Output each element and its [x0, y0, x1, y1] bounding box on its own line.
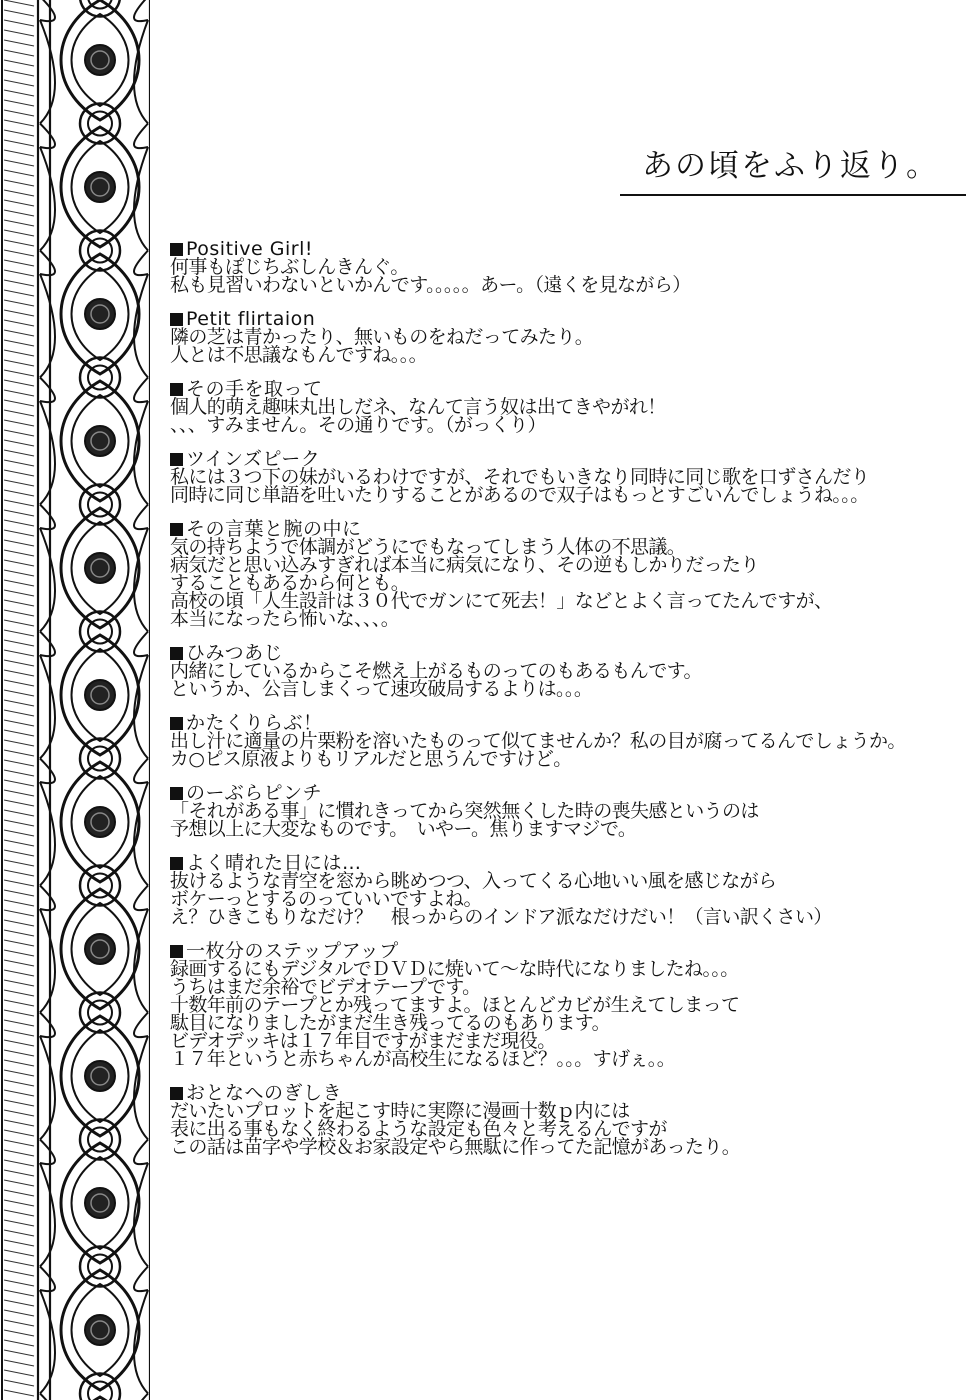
border-hatch: [4, 470, 34, 476]
border-hatch: [4, 1240, 34, 1246]
border-hatch: [4, 100, 34, 106]
border-hatch: [4, 350, 34, 356]
border-scroll: [134, 782, 148, 886]
border-hatch: [4, 490, 34, 496]
border-scroll: [134, 655, 148, 759]
border-hatch: [4, 710, 34, 716]
section-heading-text: のーぶらピンチ: [186, 782, 323, 804]
border-scroll: [40, 782, 55, 886]
border-scroll: [40, 505, 55, 530]
border-dot: [85, 299, 115, 329]
border-hatch: [4, 940, 34, 946]
border-scroll: [40, 401, 55, 505]
border-hatch: [4, 730, 34, 736]
border-hatch: [4, 460, 34, 466]
section-line: この話は苗字や学校＆お家設定やら無駄に作ってた記憶があったり。: [170, 1136, 741, 1158]
border-hatch: [4, 300, 34, 306]
section-line: 本当になったら怖いな、、、。: [170, 608, 400, 630]
border-hatch: [4, 70, 34, 76]
border-scroll: [134, 505, 148, 530]
border-hatch: [4, 890, 34, 896]
section-line: うちはまだ余裕でビデオテープです。: [170, 976, 481, 998]
title-underline: [620, 194, 966, 196]
border-hatch: [4, 10, 34, 16]
border-dot: [85, 426, 115, 456]
border-hatch: [4, 630, 34, 636]
section-line: 個人的萌え趣味丸出しだネ、なんて言う奴は出てきやがれ！: [170, 396, 666, 418]
commentary-section: [170, 380, 960, 434]
border-hatch: [4, 450, 34, 456]
border-hatch: [4, 550, 34, 556]
border-hatch: [4, 200, 34, 206]
section-line: 病気だと思い込みすぎれば本当に病気になり、その逆もしかりだったり: [170, 554, 759, 576]
border-hatch: [4, 920, 34, 926]
border-scroll: [40, 1163, 55, 1267]
border-scroll: [40, 274, 55, 378]
border-hatch: [4, 390, 34, 396]
section-line: 私も見習いわないといかんです。。。。。あー。（遠くを見ながら）: [170, 274, 691, 296]
border-hatch: [4, 1170, 34, 1176]
border-hatch: [4, 1330, 34, 1336]
border-hatch: [4, 930, 34, 936]
border-hatch: [4, 410, 34, 416]
border-hatch: [4, 430, 34, 436]
border-hatch: [4, 620, 34, 626]
section-heading-text: かたくりらぶ！: [186, 712, 323, 734]
border-hatch: [4, 20, 34, 26]
border-hatch: [4, 1300, 34, 1306]
border-scroll: [40, 1394, 55, 1400]
border-hatch: [4, 330, 34, 336]
border-hatch: [4, 900, 34, 906]
border-hatch: [4, 530, 34, 536]
border-hatch: [4, 1350, 34, 1356]
border-hatch: [4, 690, 34, 696]
border-scroll: [134, 1290, 148, 1394]
border-hatch: [4, 240, 34, 246]
border-hatch: [4, 120, 34, 126]
section-line: 駄目になりましたがまだ生き残ってるのもあります。: [170, 1012, 611, 1034]
section-line: 何事もぽじちぶしんきんぐ。: [170, 256, 409, 278]
border-hatch: [4, 160, 34, 166]
border-hatch: [4, 1070, 34, 1076]
section-line: 録画するにもデジタルでＤＶＤに焼いて～な時代になりましたね。。。: [170, 958, 739, 980]
border-scroll: [134, 20, 148, 124]
border-hatch: [4, 590, 34, 596]
border-hatch: [4, 840, 34, 846]
border-hatch: [4, 1000, 34, 1006]
section-line: 隣の芝は青かったり、無いものをねだってみたり。: [170, 326, 594, 348]
border-scroll: [134, 909, 148, 1013]
border-hatch: [4, 960, 34, 966]
border-scroll: [40, 759, 55, 784]
border-hatch: [4, 1090, 34, 1096]
commentary-section: [170, 784, 960, 838]
border-hatch: [4, 1110, 34, 1116]
section-line: 気の持ちようで体調がどうにでもなってしまう人体の不思議。: [170, 536, 686, 558]
border-hatch: [4, 1050, 34, 1056]
border-hatch: [4, 280, 34, 286]
border-hatch: [4, 520, 34, 526]
section-heading-text: その言葉と腕の中に: [186, 518, 362, 540]
border-hatch: [4, 270, 34, 276]
commentary-section: [170, 714, 960, 768]
commentary-section: [170, 644, 960, 698]
section-line: というか、公言しまくって速攻破局するよりは。。。: [170, 678, 593, 700]
border-hatch: [4, 370, 34, 376]
title-block: [620, 118, 966, 198]
border-hatch: [4, 760, 34, 766]
border-hatch: [4, 1210, 34, 1216]
border-scroll: [134, 1140, 148, 1165]
heading-bullet-icon: [170, 945, 183, 958]
border-hatch: [4, 1270, 34, 1276]
section-line: ボケーっとするのっていいですよね。: [170, 888, 482, 910]
border-hatch: [4, 360, 34, 366]
border-hatch: [4, 800, 34, 806]
border-dot: [85, 934, 115, 964]
section-line: ビデオデッキは１７年目ですがまだまだ現役。: [170, 1030, 556, 1052]
border-hatch: [4, 290, 34, 296]
border-hatch: [4, 1010, 34, 1016]
border-hatch: [4, 740, 34, 746]
border-hatch: [4, 310, 34, 316]
border-hatch: [4, 230, 34, 236]
border-hatch: [4, 880, 34, 886]
border-hatch: [4, 540, 34, 546]
border-hatch: [4, 600, 34, 606]
border-scroll: [134, 528, 148, 632]
commentary-section: [170, 942, 960, 1068]
border-hatch: [4, 140, 34, 146]
border-hatch: [4, 440, 34, 446]
border-hatch: [4, 1200, 34, 1206]
border-hatch: [4, 990, 34, 996]
commentary-section: [170, 240, 960, 294]
section-line: 私には３つ下の妹がいるわけですが、それでもいきなり同時に同じ歌を口ずさんだり: [170, 466, 870, 488]
border-scroll: [40, 20, 55, 124]
border-dot: [85, 45, 115, 75]
border-scroll: [40, 1267, 55, 1292]
border-hatch: [4, 850, 34, 856]
ornamental-border: [0, 0, 150, 1400]
border-hatch: [4, 720, 34, 726]
border-hatch: [4, 40, 34, 46]
border-hatch: [4, 1020, 34, 1026]
heading-bullet-icon: [170, 787, 183, 800]
border-hatch: [4, 480, 34, 486]
border-hatch: [4, 580, 34, 586]
commentary-section: [170, 520, 960, 628]
border-dot: [85, 1315, 115, 1345]
border-hatch: [4, 1130, 34, 1136]
section-line: 同時に同じ単語を吐いたりすることがあるので双子はもっとすごいんでしょうね。。。: [170, 484, 869, 506]
section-line: 、、、すみません。その通りです。（がっくり）: [170, 414, 546, 436]
border-hatch: [4, 860, 34, 866]
heading-bullet-icon: [170, 243, 183, 256]
border-hatch: [4, 750, 34, 756]
section-line: え？ひきこもりなだけ？ 根っからのインドア派なだけだい！（言い訳くさい）: [170, 906, 832, 928]
border-hatch: [4, 1080, 34, 1086]
section-line: することもあるから何とも。: [170, 572, 410, 594]
border-hatch: [4, 1250, 34, 1256]
section-line: 内緒にしているからこそ燃え上がるものってのもあるもんです。: [170, 660, 702, 682]
border-hatch: [4, 1280, 34, 1286]
border-hatch: [4, 130, 34, 136]
border-hatch: [4, 1100, 34, 1106]
border-scroll: [40, 1290, 55, 1394]
section-heading-text: ひみつあじ: [186, 642, 284, 664]
border-hatch: [4, 1030, 34, 1036]
section-line: 表に出る事もなく終わるような設定も色々と考えるんですが: [170, 1118, 667, 1140]
border-hatch: [4, 250, 34, 256]
border-hatch: [4, 1120, 34, 1126]
border-hatch: [4, 1140, 34, 1146]
border-scroll: [40, 0, 55, 21]
border-hatch: [4, 910, 34, 916]
heading-bullet-icon: [170, 717, 183, 730]
section-line: 出し汁に適量の片栗粉を溶いたものって似てませんか？私の目が腐ってるんでしょうか。: [170, 730, 906, 752]
border-hatch: [4, 50, 34, 56]
border-hatch: [4, 610, 34, 616]
heading-bullet-icon: [170, 1087, 183, 1100]
border-hatch: [4, 780, 34, 786]
border-scroll: [40, 886, 55, 911]
border-hatch: [4, 1360, 34, 1366]
border-scroll: [40, 909, 55, 1013]
border-scroll: [134, 1267, 148, 1292]
border-scroll: [40, 147, 55, 251]
section-heading-text: ツインズピーク: [186, 448, 321, 470]
border-hatch: [4, 150, 34, 156]
section-line: カ○ピス原液よりもリアルだと思うんですけど。: [170, 748, 572, 770]
border-hatch: [4, 700, 34, 706]
border-hatch: [4, 820, 34, 826]
border-hatch: [4, 1370, 34, 1376]
section-line: 高校の頃「人生設計は３０代でガンにて死去！」などとよく言ってたんですが、: [170, 590, 833, 612]
border-hatch: [4, 500, 34, 506]
border-dot: [85, 807, 115, 837]
border-scroll: [40, 378, 55, 403]
commentary-list: [170, 240, 960, 1172]
border-scroll: [40, 1036, 55, 1140]
border-hatch: [4, 1060, 34, 1066]
border-scroll: [134, 378, 148, 403]
section-heading-text: Positive Girl!: [186, 238, 313, 260]
border-hatch: [4, 970, 34, 976]
border-hatch: [4, 190, 34, 196]
border-dot: [85, 1188, 115, 1218]
border-hatch: [4, 790, 34, 796]
page-title: あの頃をふり返り。: [642, 148, 939, 184]
border-hatch: [4, 770, 34, 776]
border-scroll: [134, 124, 148, 149]
heading-bullet-icon: [170, 647, 183, 660]
border-hatch: [4, 660, 34, 666]
heading-bullet-icon: [170, 383, 183, 396]
border-scroll: [134, 759, 148, 784]
border-hatch: [4, 650, 34, 656]
border-hatch: [4, 1040, 34, 1046]
border-scroll: [40, 632, 55, 657]
heading-bullet-icon: [170, 313, 183, 326]
border-hatch: [4, 210, 34, 216]
border-hatch: [4, 950, 34, 956]
border-hatch: [4, 0, 34, 6]
border-scroll: [40, 528, 55, 632]
border-hatch: [4, 980, 34, 986]
border-hatch: [4, 1380, 34, 1386]
section-line: 人とは不思議なもんですね。。。: [170, 344, 428, 366]
border-scroll: [40, 655, 55, 759]
commentary-section: [170, 450, 960, 504]
border-hatch: [4, 640, 34, 646]
border-hatch: [4, 30, 34, 36]
border-hatch: [4, 1310, 34, 1316]
border-dot: [85, 1061, 115, 1091]
border-hatch: [4, 1320, 34, 1326]
commentary-section: [170, 310, 960, 364]
commentary-section: [170, 854, 960, 926]
border-scroll: [134, 1013, 148, 1038]
border-hatch: [4, 170, 34, 176]
border-hatch: [4, 1160, 34, 1166]
border-hatch: [4, 1150, 34, 1156]
border-hatch: [4, 1230, 34, 1236]
border-hatch: [4, 340, 34, 346]
section-line: 抜けるような青空を窓から眺めつつ、入ってくる心地いい風を感じながら: [170, 870, 777, 892]
border-scroll: [134, 886, 148, 911]
border-hatch: [4, 220, 34, 226]
border-scroll: [134, 147, 148, 251]
section-line: 予想以上に大変なものです。 いやー。焦りますマジで。: [170, 818, 637, 840]
heading-bullet-icon: [170, 523, 183, 536]
border-hatch: [4, 60, 34, 66]
section-heading-text: 一枚分のステップアップ: [186, 940, 399, 962]
border-dot: [85, 680, 115, 710]
border-dot: [85, 172, 115, 202]
section-heading-text: よく晴れた日には…: [186, 852, 362, 874]
border-hatch: [4, 1190, 34, 1196]
border-scroll: [134, 274, 148, 378]
border-hatch: [4, 870, 34, 876]
border-hatch: [4, 380, 34, 386]
border-dot: [85, 553, 115, 583]
section-heading-text: Petit flirtaion: [186, 308, 316, 330]
border-hatch: [4, 1340, 34, 1346]
border-hatch: [4, 180, 34, 186]
border-hatch: [4, 400, 34, 406]
border-hatch: [4, 80, 34, 86]
border-scroll: [134, 1394, 148, 1400]
border-scroll: [134, 632, 148, 657]
border-hatch: [4, 1290, 34, 1296]
section-heading-text: その手を取って: [186, 378, 323, 400]
border-scroll: [134, 251, 148, 276]
border-scroll: [134, 401, 148, 505]
section-line: １７年というと赤ちゃんが高校生になるほど？。。。すげぇ。。: [170, 1048, 676, 1070]
border-hatch: [4, 1220, 34, 1226]
border-hatch: [4, 1390, 34, 1396]
border-hatch: [4, 830, 34, 836]
heading-bullet-icon: [170, 857, 183, 870]
border-hatch: [4, 420, 34, 426]
border-hatch: [4, 680, 34, 686]
border-hatch: [4, 110, 34, 116]
border-scroll: [40, 1013, 55, 1038]
border-hatch: [4, 510, 34, 516]
border-hatch: [4, 260, 34, 266]
section-heading-text: おとなへのぎしき: [186, 1082, 343, 1104]
border-scroll: [40, 124, 55, 149]
section-line: だいたいプロットを起こす時に実際に漫画十数ｐ内には: [170, 1100, 630, 1122]
border-hatch: [4, 670, 34, 676]
border-hatch: [4, 810, 34, 816]
border-hatch: [4, 570, 34, 576]
border-scroll: [134, 1036, 148, 1140]
border-scroll: [134, 1163, 148, 1267]
section-line: 十数年前のテープとか残ってますよ。ほとんどカビが生えてしまって: [170, 994, 740, 1016]
border-scroll: [40, 1140, 55, 1165]
section-line: 「それがある事」に慣れきってから突然無くした時の喪失感というのは: [170, 800, 759, 822]
border-hatch: [4, 560, 34, 566]
border-hatch: [4, 1260, 34, 1266]
commentary-section: [170, 1084, 960, 1156]
border-hatch: [4, 1180, 34, 1186]
heading-bullet-icon: [170, 453, 183, 466]
border-hatch: [4, 90, 34, 96]
border-hatch: [4, 320, 34, 326]
border-scroll: [134, 0, 148, 21]
border-scroll: [40, 251, 55, 276]
